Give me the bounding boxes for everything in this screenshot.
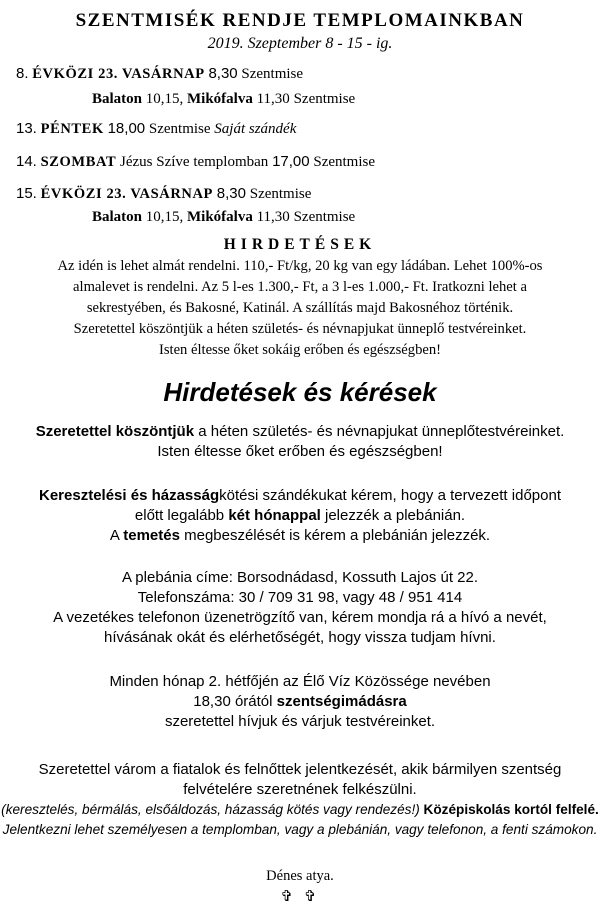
paragraph-line: sekrestyében, és Bakosné, Katinál. A szállítás majd Bakosnéhoz történik. <box>86 300 514 316</box>
schedule-row-sunday-15 <box>16 185 600 203</box>
paragraph-line: Minden hónap 2. hétfőjén az Élő Víz Közössége nevében <box>109 673 491 690</box>
text-span: jelezzék a plebánián. <box>320 507 466 524</box>
paragraph-line <box>0 486 600 506</box>
text-span: 18,30 órától <box>193 693 277 710</box>
text-span: előtt legalább <box>134 507 229 524</box>
schedule-row-sunday-8 <box>16 65 600 83</box>
day-name: ÉVKÖZI 23. VASÁRNAP <box>32 66 205 82</box>
paragraph-line: szeretettel hívjuk és várjuk testvéreinket. <box>164 713 436 730</box>
paragraph-line <box>0 422 600 442</box>
bold-span: szentségimádásra <box>276 693 407 710</box>
paragraph-line: hívásának okát és elérhetőségét, hogy vissza tudjam hívni. <box>104 629 496 646</box>
schedule-row-saturday-14 <box>16 153 600 171</box>
day-name: SZOMBAT <box>40 154 117 170</box>
mass-time: 18,00 <box>107 120 146 137</box>
text-span: kötési szándékukat kérem, hogy a tervezett időpont <box>219 487 561 504</box>
bold-span: Keresztelési és házasság <box>39 487 220 504</box>
text-span: a héten születés- és névnapjukat ünneplőtestvéreinket. <box>194 423 565 440</box>
mass-intention: Saját szándék <box>214 121 297 137</box>
paragraph-line: Isten éltesse őket erőben és egészségben! <box>157 443 443 460</box>
announcements-paragraph <box>0 256 600 361</box>
text-span: A <box>109 527 124 544</box>
paragraph-line <box>0 526 600 546</box>
mass-time: 11,30 <box>256 209 290 225</box>
adoration-paragraph <box>0 672 600 732</box>
location-name: Mikófalva <box>187 209 253 225</box>
mass-time: 10,15, <box>145 91 184 107</box>
paragraph-line: Szeretettel várom a fiatalok és felnőttek jelentkezését, akik bármilyen szentség <box>38 761 562 778</box>
day-name: PÉNTEK <box>40 121 104 137</box>
mass-time: 10,15, <box>145 209 184 225</box>
bold-span: Középiskolás kortól felfelé. <box>419 802 599 817</box>
mass-label: Szentmise <box>241 66 304 82</box>
day-number: 8. <box>16 65 29 82</box>
location-name: Balaton <box>92 91 143 107</box>
italic-span: (keresztelés, bérmálás, elsőáldozás, házasság kötés vagy rendezés!) <box>1 802 420 817</box>
mass-label: Szentmise <box>293 91 356 107</box>
mass-time: 17,00 <box>272 153 310 170</box>
day-number: 14. <box>16 153 37 170</box>
address-line: A plebánia címe: Borsodnádasd, Kossuth Lajos út 22. <box>121 569 479 586</box>
paragraph-line: Jelentkezni lehet személyesen a templomban, vagy a plebánián, vagy telefonon, a fenti számokon. <box>2 822 598 837</box>
mass-time: 11,30 <box>256 91 290 107</box>
registration-paragraph <box>0 760 600 840</box>
schedule-subrow-locations <box>16 209 600 226</box>
day-number: 13. <box>16 120 37 137</box>
bold-span: Szeretettel köszöntjük <box>35 423 195 440</box>
bold-span: két hónappal <box>228 507 321 524</box>
text-span: megbeszélését is kérem a plebánián jelezzék. <box>179 527 491 544</box>
mass-label: Szentmise <box>249 186 312 202</box>
mass-schedule <box>0 65 600 226</box>
greeting-paragraph <box>0 422 600 462</box>
mass-label: Szentmise <box>313 154 376 170</box>
schedule-subrow-locations <box>16 91 600 108</box>
paragraph-line <box>0 506 600 526</box>
paragraph-line <box>0 800 600 820</box>
day-number: 15. <box>16 185 37 202</box>
paragraph-line: felvételére szeretnének felkészülni. <box>183 781 417 798</box>
paragraph-line: Isten éltesse őket sokáig erőben és egészségben! <box>158 342 442 358</box>
mass-label: Szentmise <box>293 209 356 225</box>
contact-paragraph <box>0 568 600 648</box>
paragraph-line: A vezetékes telefonon üzenetrögzítő van, kérem mondja rá a hívó a nevét, <box>53 609 547 626</box>
bold-span: temetés <box>123 527 180 544</box>
sacraments-paragraph <box>0 486 600 546</box>
location-name: Mikófalva <box>187 91 253 107</box>
mass-time: 8,30 <box>216 185 246 202</box>
paragraph-line <box>0 692 600 712</box>
mass-label: Szentmise <box>148 121 211 137</box>
requests-section-heading: Hirdetések és kérések <box>163 377 437 407</box>
schedule-row-friday-13 <box>16 120 600 138</box>
church-name: Jézus Szíve templomban <box>120 154 269 170</box>
paragraph-line: Az idén is lehet almát rendelni. 110,- Ft/kg, 20 kg van egy ládában. Lehet 100%-os <box>57 258 543 274</box>
page-title: SZENTMISÉK RENDJE TEMPLOMAINKBAN <box>75 10 525 31</box>
day-name: ÉVKÖZI 23. VASÁRNAP <box>40 186 214 202</box>
signature: Dénes atya. <box>266 868 334 884</box>
phone-line: Telefonszáma: 30 / 709 31 98, vagy 48 / 951 414 <box>137 589 463 606</box>
paragraph-line: Szeretettel köszöntjük a héten születés- és névnapjukat ünneplő testvéreinket. <box>73 321 527 337</box>
location-name: Balaton <box>92 209 143 225</box>
paragraph-line: almalevet is rendelni. Az 5 l-es 1.300,- Ft, a 3 l-es 1.000,- Ft. Iratkozni lehet a <box>73 279 527 295</box>
cross-icon: ✞ ✞ <box>280 887 320 905</box>
mass-time: 8,30 <box>208 65 238 82</box>
announcements-header: HIRDETÉSEK <box>223 236 377 253</box>
date-range-subtitle: 2019. Szeptember 8 - 15 - ig. <box>207 35 393 52</box>
